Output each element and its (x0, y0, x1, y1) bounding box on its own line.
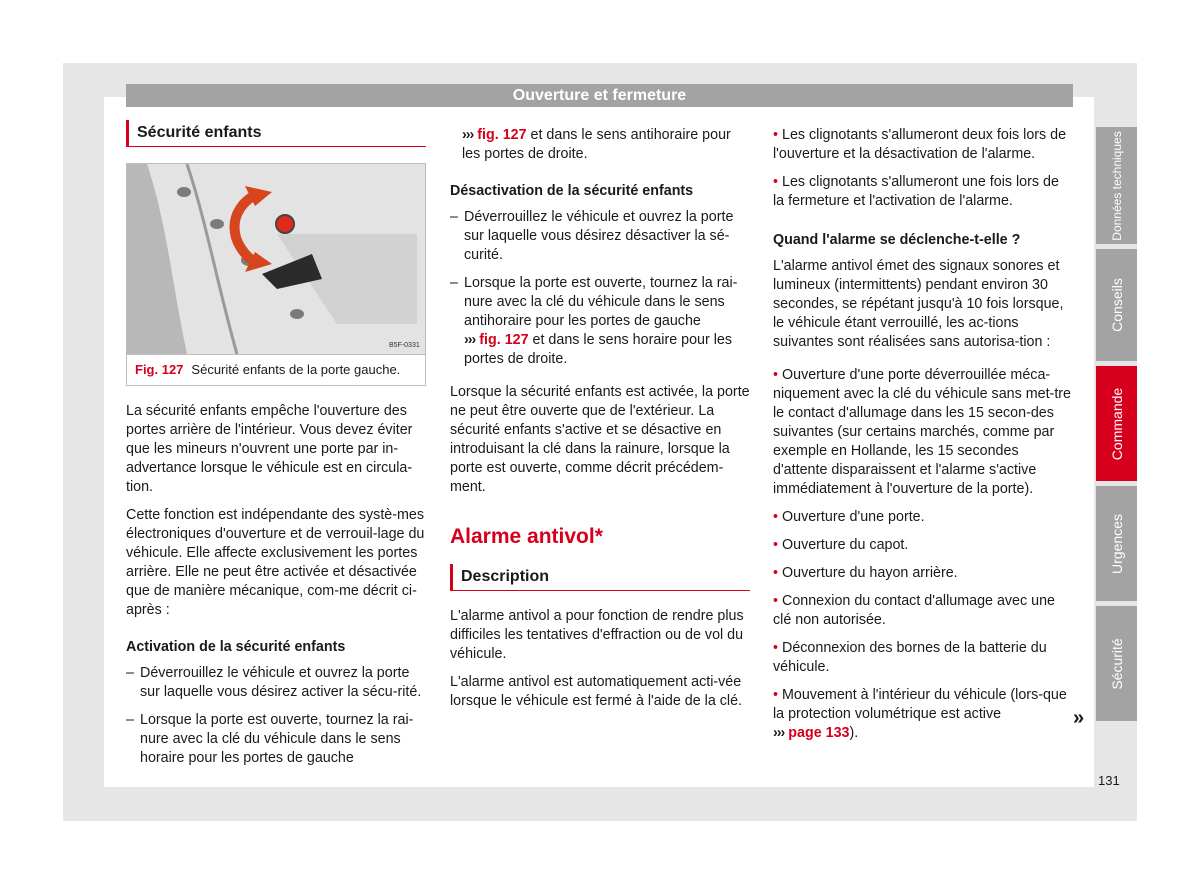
dash-marker: – (450, 209, 458, 225)
figure-127 (126, 163, 426, 386)
bullet-item (773, 366, 1073, 499)
bullet-marker: • (773, 127, 779, 143)
cross-ref-arrow: ››› (462, 127, 474, 143)
continue-marker: » (1073, 707, 1085, 729)
bullet-item (773, 536, 1073, 555)
tab-label: Urgences (1108, 513, 1125, 574)
bullet-item (773, 508, 1073, 527)
bullet-item (773, 126, 1073, 164)
tab-label: Données techniques (1109, 130, 1124, 241)
dash-marker: – (450, 275, 458, 291)
paragraph: L'alarme antivol émet des signaux sonores et lumineux (intermittents) pendant environ 30 secondes, se répétant jusqu'à 10 fois lorsque, le véhicule étant verrouillé, les ac-tions suivantes sont réalisées sans autorisa-tion : (773, 258, 1064, 350)
list-item (450, 274, 750, 369)
column-2 (450, 126, 750, 720)
bullet-text: Ouverture d'une porte déverrouillée méca-niquement avec la clé du véhicule sans met-tre le contact d'allumage dans les 15 secon-des suivantes (sur certains marchés, comme par exemple en Hollande, les 15 secondes d'attente disparaissent et l'alarme s'active immédiatement à l'ouverture de la porte). (773, 367, 1072, 497)
page-number: 131 (1098, 773, 1120, 788)
activation-heading: Activation de la sécurité enfants (126, 639, 346, 655)
continued-text: et dans le sens antihoraire pour les portes de droite. (462, 127, 731, 162)
bullet-text: Déconnexion des bornes de la batterie du véhicule. (773, 640, 1047, 675)
tab-donnees-techniques[interactable] (1096, 127, 1137, 244)
list-item-text: Déverrouillez le véhicule et ouvrez la porte sur laquelle vous désirez désactiver la sé-curité. (464, 209, 734, 263)
paragraph: L'alarme antivol est automatiquement acti-vée lorsque le véhicule est fermé à l'aide de la clé. (450, 674, 743, 709)
deactivation-heading: Désactivation de la sécurité enfants (450, 183, 694, 199)
figure-caption (127, 354, 425, 385)
bullet-marker: • (773, 640, 779, 656)
door-lock-illustration (127, 164, 425, 354)
figure-ref-link[interactable]: fig. 127 (477, 127, 527, 143)
bullet-item (773, 686, 1073, 743)
list-item-text: Déverrouillez le véhicule et ouvrez la porte sur laquelle vous désirez activer la sécu-rité. (140, 665, 422, 700)
bullet-text: Ouverture du capot. (782, 537, 909, 553)
bullet-tail: ). (849, 725, 859, 741)
list-item-text (464, 274, 750, 369)
bullet-text: Les clignotants s'allumeront une fois lors de la fermeture et l'activation de l'alarme. (773, 174, 1059, 209)
bullet-item (773, 639, 1073, 677)
section-title-child-safety: Sécurité enfants (126, 120, 426, 147)
list-item-tail: et dans le sens horaire pour les portes de droite. (464, 332, 732, 367)
list-item-text: Lorsque la porte est ouverte, tournez la rai-nure avec la clé du véhicule dans le sens horaire pour les portes de gauche (140, 712, 414, 766)
tab-label: Sécurité (1108, 637, 1125, 690)
list-item (126, 664, 426, 702)
figure-label: Fig. 127 (135, 362, 184, 377)
tab-securite[interactable] (1096, 606, 1137, 721)
paragraph: La sécurité enfants empêche l'ouverture des portes arrière de l'intérieur. Vous devez éviter que les mineurs n'ouvrent une porte par in-advertance lorsque le véhicule est en circula-tion. (126, 403, 413, 495)
bullet-marker: • (773, 367, 779, 383)
tab-conseils[interactable] (1096, 249, 1137, 361)
paragraph: Lorsque la sécurité enfants est activée, la porte ne peut être ouverte que de l'extérieur. La sécurité enfants s'active et se désactive en introduisant la clé dans la rainure, lorsque la porte est ouverte, comme décrit précédem-ment. (450, 384, 750, 495)
chapter-tabs (1096, 127, 1137, 726)
bullet-text: Ouverture d'une porte. (782, 509, 925, 525)
bullet-item (773, 592, 1073, 630)
bullet-text: Mouvement à l'intérieur du véhicule (lors-que la protection volumétrique est active (773, 687, 1067, 722)
column-1 (126, 120, 426, 777)
bullet-text: Ouverture du hayon arrière. (782, 565, 958, 581)
figure-code: B5F-0331 (389, 342, 420, 349)
bullet-marker: • (773, 687, 779, 703)
figure-ref-link[interactable]: fig. 127 (479, 332, 529, 348)
column-3 (773, 126, 1073, 752)
list-item (450, 208, 750, 265)
cross-ref-arrow: ››› (773, 725, 785, 741)
figure-caption-text: Sécurité enfants de la porte gauche. (191, 362, 401, 377)
paragraph: Cette fonction est indépendante des systè-mes électroniques d'ouverture et de verrouil-lage du véhicule. Elle affecte exclusivement les portes arrière. Elle ne peut être activée et désactivée que de manière mécanique, com-me décrit ci-après : (126, 507, 425, 618)
list-item (126, 711, 426, 768)
question-heading: Quand l'alarme se déclenche-t-elle ? (773, 232, 1021, 248)
continued-paragraph (450, 126, 750, 164)
tab-label: Conseils (1108, 278, 1125, 332)
tab-commande[interactable] (1096, 366, 1137, 481)
dash-marker: – (126, 712, 134, 728)
section-title-alarm: Alarme antivol* (450, 525, 603, 548)
child-lock-drawing (127, 164, 425, 354)
chapter-header: Ouverture et fermeture (126, 84, 1073, 107)
paragraph: L'alarme antivol a pour fonction de rendre plus difficiles les tentatives d'effraction ou de vol du véhicule. (450, 608, 744, 662)
bullet-marker: • (773, 174, 779, 190)
bullet-text: Connexion du contact d'allumage avec une clé non autorisée. (773, 593, 1055, 628)
tab-label: Commande (1108, 387, 1125, 460)
bullet-marker: • (773, 537, 779, 553)
bullet-item (773, 173, 1073, 211)
bullet-marker: • (773, 593, 779, 609)
subsection-title-description: Description (450, 564, 750, 591)
list-item-body: Lorsque la porte est ouverte, tournez la rai-nure avec la clé du véhicule dans le sens antihoraire pour les portes de gauche (464, 275, 738, 329)
tab-urgences[interactable] (1096, 486, 1137, 601)
bullet-text: Les clignotants s'allumeront deux fois lors de l'ouverture et la désactivation de l'alarme. (773, 127, 1067, 162)
bullet-item (773, 564, 1073, 583)
cross-ref-arrow: ››› (464, 332, 476, 348)
dash-marker: – (126, 665, 134, 681)
bullet-marker: • (773, 509, 779, 525)
page-ref-link[interactable]: page 133 (788, 725, 850, 741)
bullet-marker: • (773, 565, 779, 581)
